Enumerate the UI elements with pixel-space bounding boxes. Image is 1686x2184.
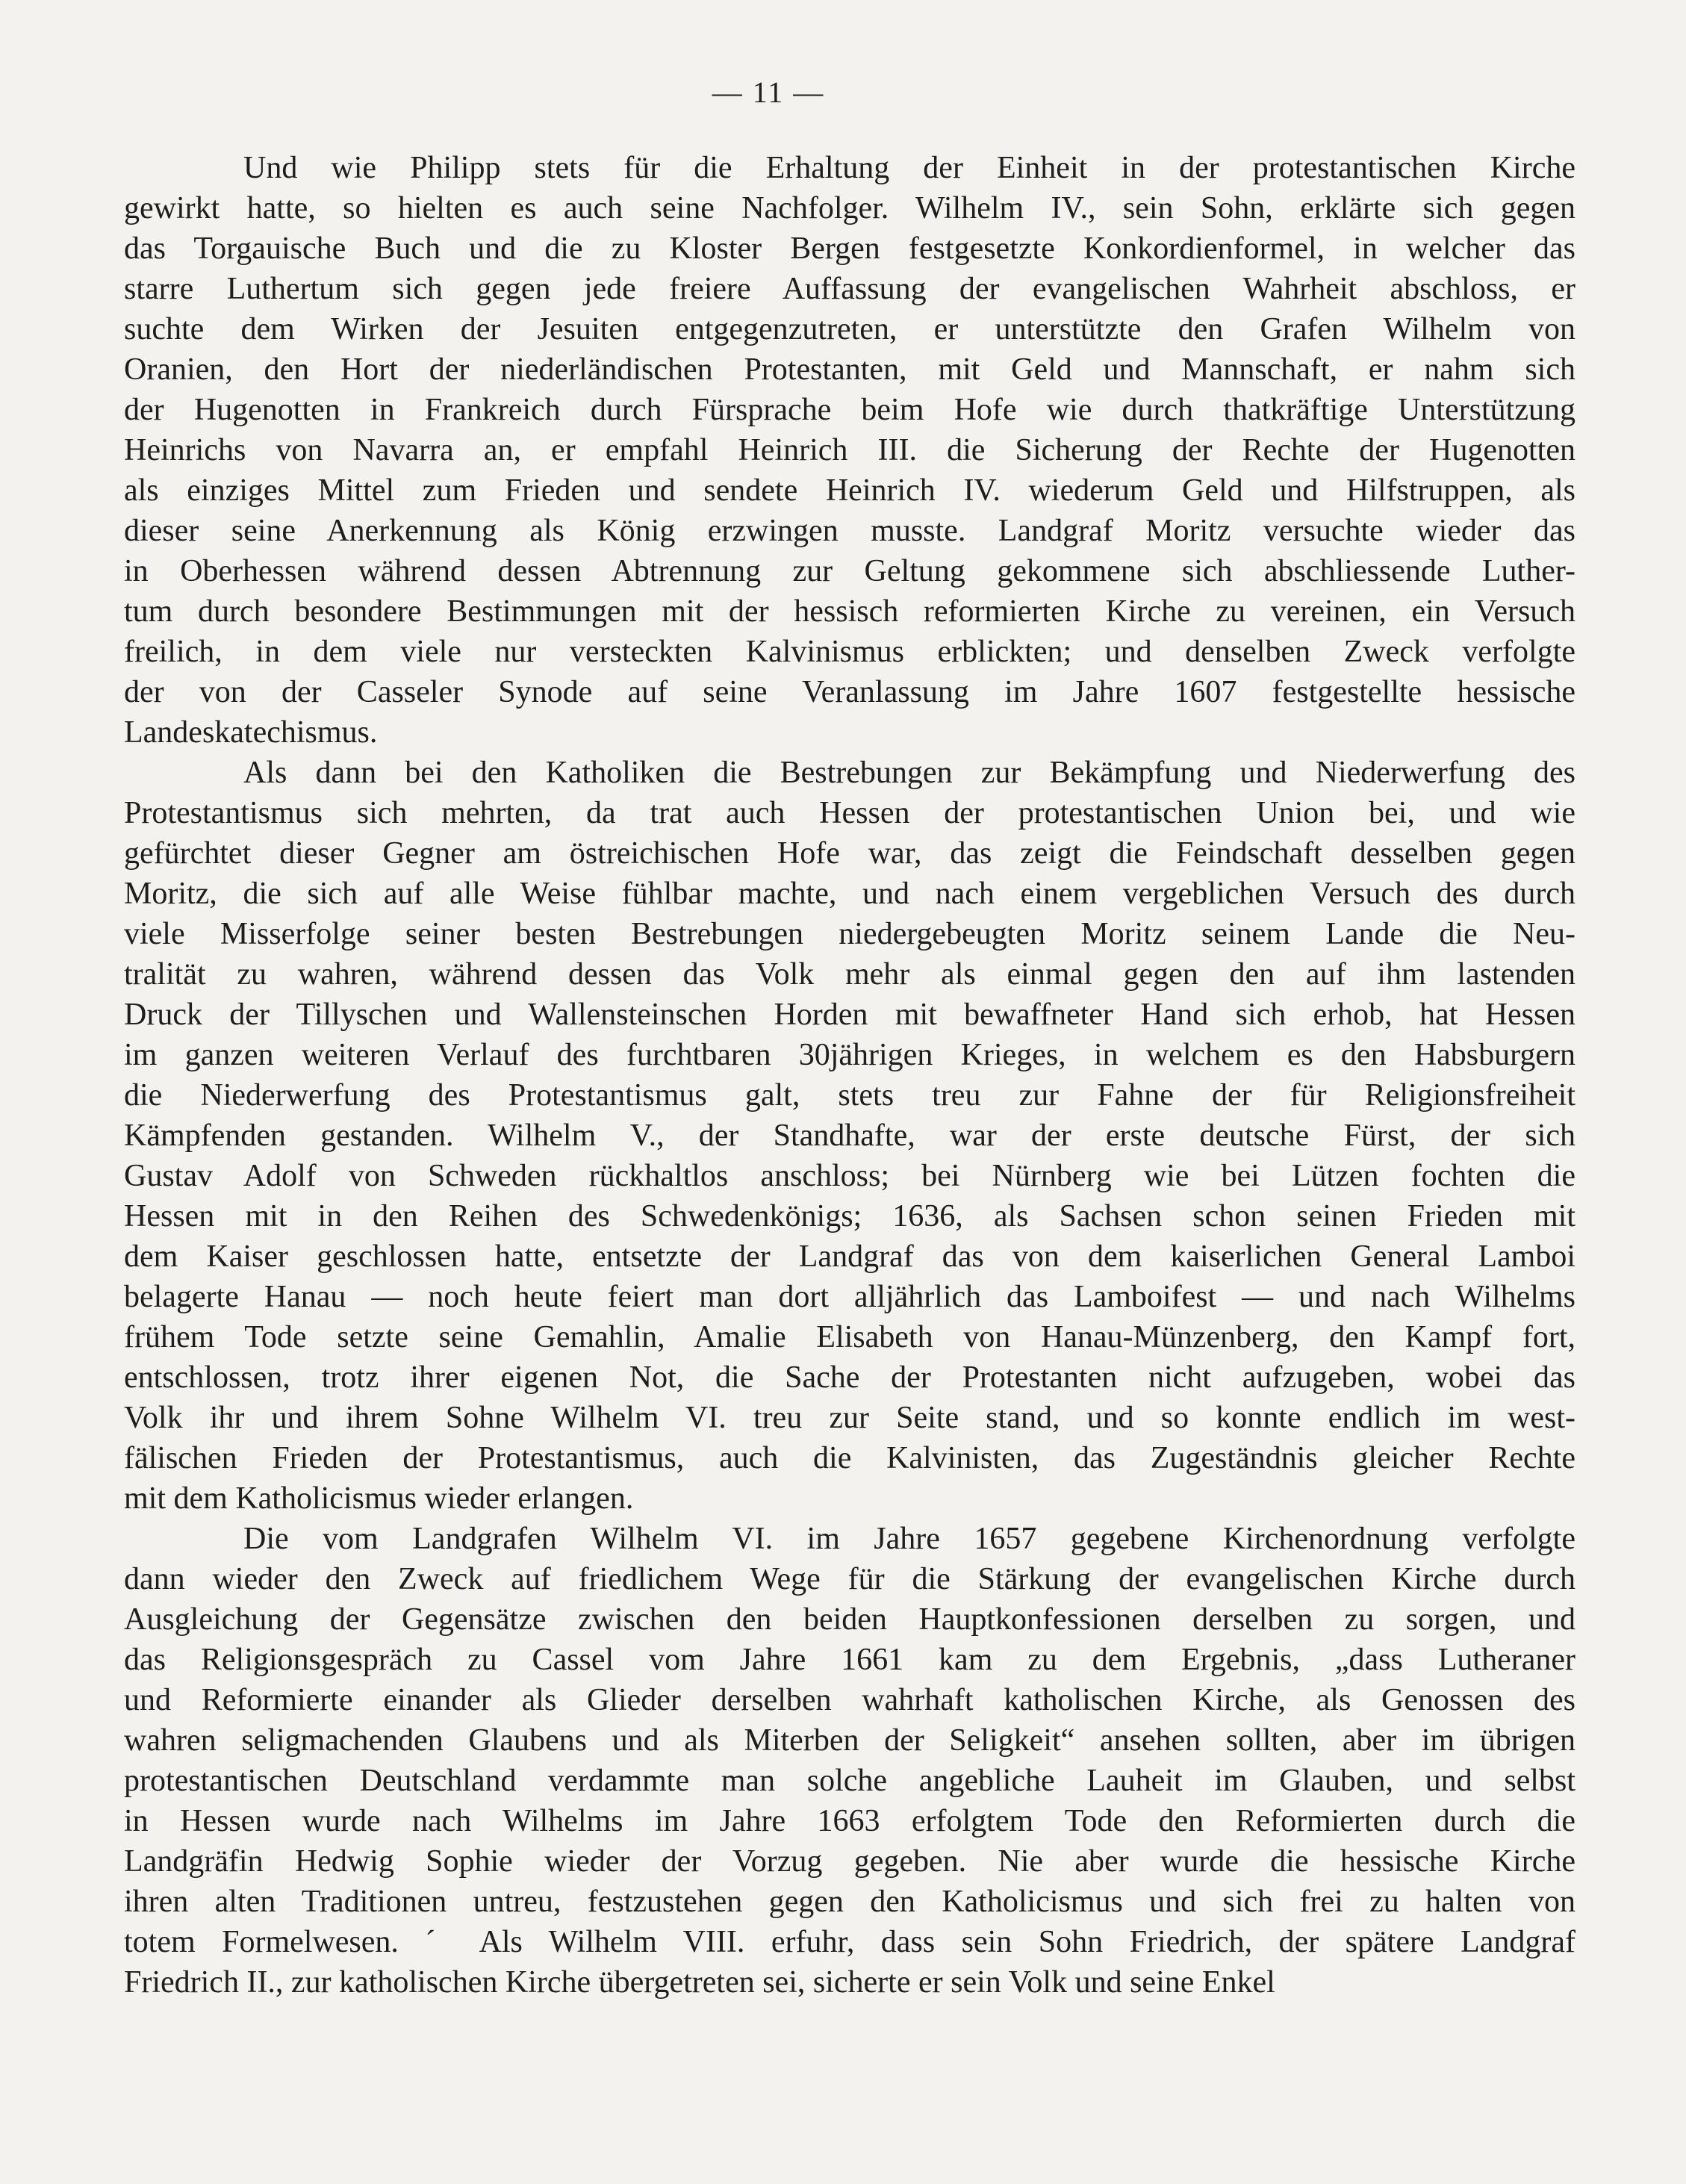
text-line: gewirkt hatte, so hielten es auch seine Nachfolger. Wilhelm IV., sein Sohn, erklärte sich gegen bbox=[124, 191, 1575, 225]
text-line: Friedrich II., zur katholischen Kirche übergetreten sei, sicherte er sein Volk und seine Enkel bbox=[124, 1965, 1275, 2000]
text-line: entschlossen, trotz ihrer eigenen Not, die Sache der Protestanten nicht aufzugeben, wobei das bbox=[124, 1360, 1575, 1395]
text-line: in Hessen wurde nach Wilhelms im Jahre 1663 erfolgtem Tode den Reformierten durch die bbox=[124, 1804, 1575, 1838]
text-line: tralität zu wahren, während dessen das Volk mehr als einmal gegen den auf ihm lastenden bbox=[124, 957, 1575, 992]
text-line: viele Misserfolge seiner besten Bestrebungen niedergebeugten Moritz seinem Lande die Neu- bbox=[124, 917, 1575, 951]
text-line: gefürchtet dieser Gegner am östreichischen Hofe war, das zeigt die Feindschaft desselben gegen bbox=[124, 836, 1575, 871]
text-line: Oranien, den Hort der niederländischen Protestanten, mit Geld und Mannschaft, er nahm sich bbox=[124, 352, 1575, 387]
text-line: das Religionsgespräch zu Cassel vom Jahre 1661 kam zu dem Ergebnis, „dass Lutheraner bbox=[124, 1643, 1575, 1677]
text-line: starre Luthertum sich gegen jede freiere Auffassung der evangelischen Wahrheit abschloss, er bbox=[124, 272, 1575, 306]
text-line: der Hugenotten in Frankreich durch Fürsprache beim Hofe wie durch thatkräftige Unterstützung bbox=[124, 393, 1575, 427]
text-line: dann wieder den Zweck auf friedlichem Wege für die Stärkung der evangelischen Kirche durch bbox=[124, 1562, 1575, 1596]
text-line: Landeskatechismus. bbox=[124, 715, 378, 750]
text-line: freilich, in dem viele nur versteckten Kalvinismus erblickten; und denselben Zweck verfolgte bbox=[124, 635, 1575, 669]
text-line: totem Formelwesen. ˊ Als Wilhelm VIII. erfuhr, dass sein Sohn Friedrich, der spätere Landgraf bbox=[124, 1925, 1575, 1959]
paragraph bbox=[124, 1519, 1575, 2003]
text-line: Landgräfin Hedwig Sophie wieder der Vorzug gegeben. Nie aber wurde die hessische Kirche bbox=[124, 1844, 1575, 1879]
text-line: frühem Tode setzte seine Gemahlin, Amalie Elisabeth von Hanau-Münzenberg, den Kampf fort, bbox=[124, 1320, 1575, 1354]
text-line: Druck der Tillyschen und Wallensteinschen Horden mit bewaffneter Hand sich erhob, hat Hessen bbox=[124, 998, 1575, 1032]
paragraph bbox=[124, 148, 1575, 753]
text-line: tum durch besondere Bestimmungen mit der hessisch reformierten Kirche zu vereinen, ein Versuch bbox=[124, 594, 1575, 629]
text-line: das Torgauische Buch und die zu Kloster Bergen festgesetzte Konkordienformel, in welcher das bbox=[124, 231, 1575, 266]
paragraph bbox=[124, 753, 1575, 1519]
text-line: ihren alten Traditionen untreu, festzustehen gegen den Katholicismus und sich frei zu halten von bbox=[124, 1885, 1575, 1919]
text-line: protestantischen Deutschland verdammte man solche angebliche Lauheit im Glauben, und selbst bbox=[124, 1764, 1575, 1798]
text-line: und Reformierte einander als Glieder derselben wahrhaft katholischen Kirche, als Genossen des bbox=[124, 1683, 1575, 1717]
page-number: — 11 — bbox=[712, 75, 825, 109]
text-line: Heinrichs von Navarra an, er empfahl Heinrich III. die Sicherung der Rechte der Hugenotten bbox=[124, 433, 1575, 467]
text-line: suchte dem Wirken der Jesuiten entgegenzutreten, er unterstützte den Grafen Wilhelm von bbox=[124, 312, 1575, 346]
text-line: Protestantismus sich mehrten, da trat auch Hessen der protestantischen Union bei, und wie bbox=[124, 796, 1575, 830]
text-line: Kämpfenden gestanden. Wilhelm V., der Standhafte, war der erste deutsche Fürst, der sich bbox=[124, 1119, 1575, 1153]
text-line: Ausgleichung der Gegensätze zwischen den beiden Hauptkonfessionen derselben zu sorgen, und bbox=[124, 1602, 1575, 1637]
text-line: in Oberhessen während dessen Abtrennung zur Geltung gekommene sich abschliessende Luther- bbox=[124, 554, 1575, 588]
text-line: fälischen Frieden der Protestantismus, auch die Kalvinisten, das Zugeständnis gleicher Rechte bbox=[124, 1441, 1575, 1475]
text-line: Als dann bei den Katholiken die Bestrebungen zur Bekämpfung und Niederwerfung des bbox=[243, 756, 1575, 790]
text-line: Gustav Adolf von Schweden rückhaltlos anschloss; bei Nürnberg wie bei Lützen fochten die bbox=[124, 1159, 1575, 1193]
body-text bbox=[124, 148, 1575, 2003]
text-line: Moritz, die sich auf alle Weise fühlbar machte, und nach einem vergeblichen Versuch des durch bbox=[124, 877, 1575, 911]
text-line: dem Kaiser geschlossen hatte, entsetzte der Landgraf das von dem kaiserlichen General Lamboi bbox=[124, 1239, 1575, 1274]
text-line: Die vom Landgrafen Wilhelm VI. im Jahre 1657 gegebene Kirchenordnung verfolgte bbox=[243, 1522, 1575, 1556]
text-line: Hessen mit in den Reihen des Schwedenkönigs; 1636, als Sachsen schon seinen Frieden mit bbox=[124, 1199, 1575, 1233]
text-line: belagerte Hanau — noch heute feiert man dort alljährlich das Lamboifest — und nach Wilhelms bbox=[124, 1280, 1575, 1314]
text-line: mit dem Katholicismus wieder erlangen. bbox=[124, 1481, 634, 1516]
text-line: Und wie Philipp stets für die Erhaltung der Einheit in der protestantischen Kirche bbox=[243, 151, 1575, 185]
text-line: wahren seligmachenden Glaubens und als Miterben der Seligkeit“ ansehen sollten, aber im übrigen bbox=[124, 1723, 1575, 1758]
text-line: als einziges Mittel zum Frieden und sendete Heinrich IV. wiederum Geld und Hilfstruppen, als bbox=[124, 473, 1575, 508]
text-line: der von der Casseler Synode auf seine Veranlassung im Jahre 1607 festgestellte hessische bbox=[124, 675, 1575, 709]
text-line: Volk ihr und ihrem Sohne Wilhelm VI. treu zur Seite stand, und so konnte endlich im west- bbox=[124, 1401, 1575, 1435]
text-line: die Niederwerfung des Protestantismus galt, stets treu zur Fahne der für Religionsfreiheit bbox=[124, 1078, 1575, 1113]
text-line: dieser seine Anerkennung als König erzwingen musste. Landgraf Moritz versuchte wieder das bbox=[124, 514, 1575, 548]
text-line: im ganzen weiteren Verlauf des furchtbaren 30jährigen Krieges, in welchem es den Habsburgern bbox=[124, 1038, 1575, 1072]
